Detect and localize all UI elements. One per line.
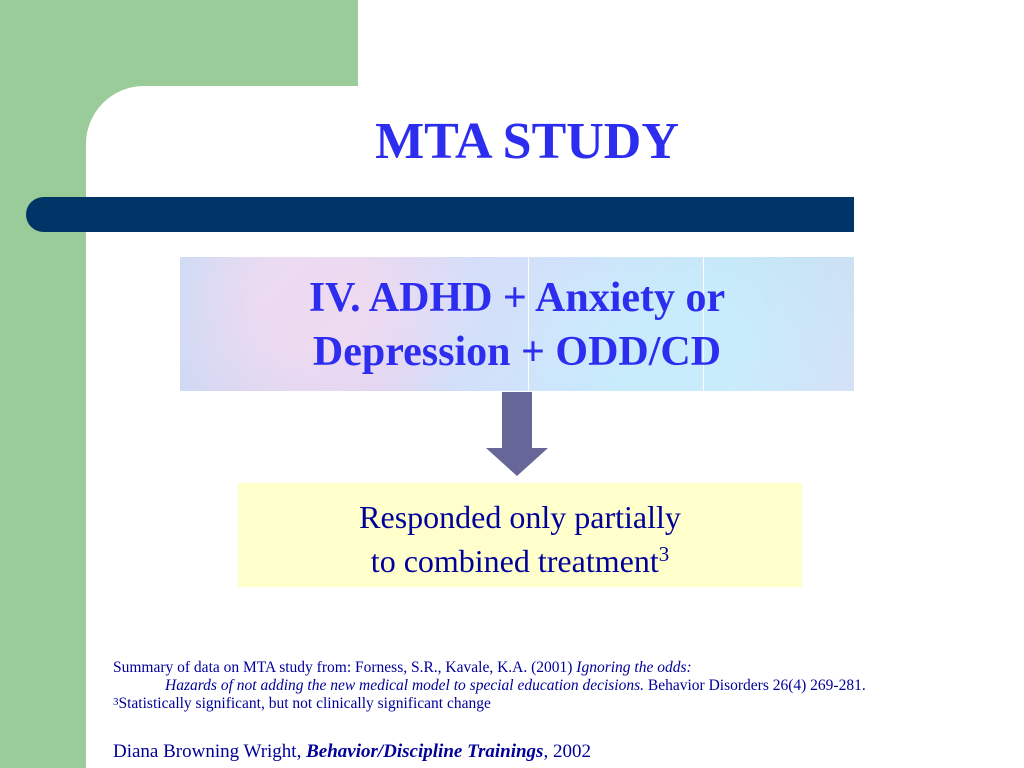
heading-text — [180, 271, 854, 379]
result-footnote-marker: 3 — [658, 542, 670, 566]
credit-author: Diana Browning Wright, — [113, 741, 307, 762]
citation — [113, 659, 903, 677]
credit-training: Behavior/Discipline Trainings — [306, 741, 544, 762]
heading-box — [180, 257, 854, 391]
down-arrow-icon — [486, 392, 548, 476]
heading-line-1: IV. ADHD + Anxiety or — [308, 275, 726, 321]
result-line-1: Responded only partially — [359, 499, 681, 535]
citation-title-part2: Hazards of not adding the new medical model to special education decisions. — [165, 677, 645, 694]
citation-journal: Behavior Disorders 26(4) 269-281. — [644, 677, 866, 694]
citation-title-part1: Ignoring the odds: — [576, 659, 692, 676]
citation-continued — [113, 677, 903, 695]
result-line-2 — [238, 539, 802, 583]
title-underline-bar — [26, 197, 854, 232]
slide-title: MTA STUDY — [375, 113, 679, 170]
credit-year: , 2002 — [543, 741, 591, 762]
footnote-text: Statistically significant, but not clinically significant change — [118, 695, 491, 712]
citation-lead: Summary of data on MTA study from: Forness, S.R., Kavale, K.A. (2001) — [113, 659, 577, 676]
result-line-2-text: to combined treatment — [370, 543, 659, 579]
footnotes — [113, 659, 903, 713]
result-box — [238, 483, 802, 587]
heading-line-2: Depression + ODD/CD — [312, 329, 722, 375]
footnote-marker: 3 — [113, 696, 119, 708]
footnote-3 — [113, 695, 903, 713]
author-credit — [113, 740, 591, 764]
result-text — [238, 495, 802, 583]
